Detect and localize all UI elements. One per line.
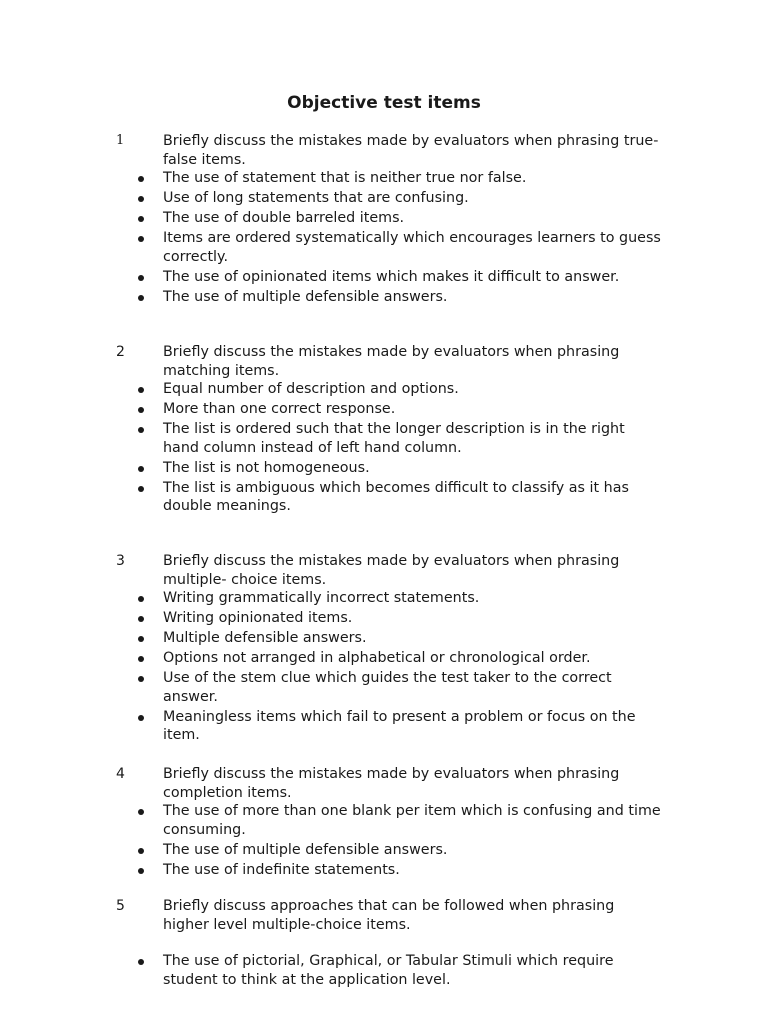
list-item: Use of long statements that are confusing. — [0, 189, 663, 208]
question-text: Briefly discuss the mistakes made by evaluators when phrasing multiple- choice items. — [163, 553, 620, 588]
question-text: Briefly discuss the mistakes made by evaluators when phrasing matching items. — [163, 344, 620, 379]
bullet-icon — [138, 176, 144, 182]
bullet-icon — [138, 616, 144, 622]
list-item: Options not arranged in alphabetical or chronological order. — [0, 649, 663, 668]
question-number: 5 — [116, 898, 125, 914]
list-item: Use of the stem clue which guides the test taker to the correct answer. — [0, 669, 663, 706]
list-item: The use of pictorial, Graphical, or Tabular Stimuli which require student to think at the application level. — [0, 952, 663, 989]
list-item: The use of double barreled items. — [0, 209, 663, 228]
list-item: The use of opinionated items which makes it difficult to answer. — [0, 268, 663, 287]
question-number: 3 — [116, 553, 125, 569]
bullet-icon — [138, 196, 144, 202]
list-item: Multiple defensible answers. — [0, 629, 663, 648]
list-item: Writing grammatically incorrect statements. — [0, 589, 663, 608]
bullet-icon — [138, 275, 144, 281]
bullet-icon — [138, 466, 144, 472]
bullet-icon — [138, 486, 144, 492]
bullet-icon — [138, 848, 144, 854]
list-item: The use of indefinite statements. — [0, 861, 663, 880]
bullet-icon — [138, 387, 144, 393]
bullet-icon — [138, 216, 144, 222]
bullet-icon — [138, 427, 144, 433]
bullet-icon — [138, 868, 144, 874]
question-text: Briefly discuss the mistakes made by evaluators when phrasing true-false items. — [163, 133, 659, 168]
bullet-icon — [138, 295, 144, 301]
list-item: Writing opinionated items. — [0, 609, 663, 628]
question-number: 2 — [116, 344, 125, 360]
list-item: Items are ordered systematically which encourages learners to guess correctly. — [0, 229, 663, 266]
list-item: More than one correct response. — [0, 400, 663, 419]
question-text: Briefly discuss the mistakes made by evaluators when phrasing completion items. — [163, 766, 620, 801]
page-title: Objective test items — [287, 93, 481, 113]
bullet-icon — [138, 407, 144, 413]
bullet-list — [0, 380, 768, 517]
list-item: The list is ambiguous which becomes difficult to classify as it has double meanings. — [0, 479, 663, 516]
list-item: The list is not homogeneous. — [0, 459, 663, 478]
bullet-list — [0, 589, 768, 746]
bullet-icon — [138, 959, 144, 965]
list-item: The use of statement that is neither true nor false. — [0, 169, 663, 188]
bullet-list — [0, 169, 768, 308]
bullet-icon — [138, 636, 144, 642]
bullet-icon — [138, 236, 144, 242]
list-item: The list is ordered such that the longer description is in the right hand column instead of left hand column. — [0, 420, 663, 457]
bullet-icon — [138, 596, 144, 602]
list-item: The use of multiple defensible answers. — [0, 288, 663, 307]
bullet-list — [0, 952, 768, 991]
bullet-icon — [138, 809, 144, 815]
list-item: Equal number of description and options. — [0, 380, 663, 399]
question-number: 4 — [116, 766, 125, 782]
bullet-icon — [138, 676, 144, 682]
question-text: Briefly discuss approaches that can be followed when phrasing higher level multiple-choice items. — [163, 898, 615, 933]
question-number: 1 — [116, 133, 125, 148]
bullet-icon — [138, 656, 144, 662]
bullet-list — [0, 802, 768, 881]
list-item: Meaningless items which fail to present a problem or focus on the item. — [0, 708, 663, 745]
bullet-icon — [138, 715, 144, 721]
list-item: The use of multiple defensible answers. — [0, 841, 663, 860]
list-item: The use of more than one blank per item which is confusing and time consuming. — [0, 802, 663, 839]
